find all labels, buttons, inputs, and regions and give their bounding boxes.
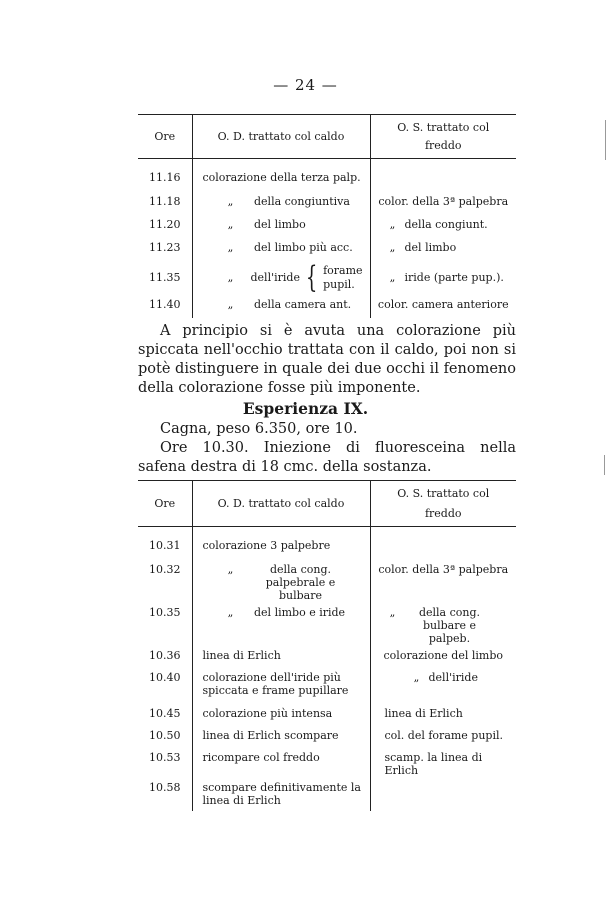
- left-eye-cell: scamp. la linea di Erlich: [370, 747, 516, 777]
- left-eye-cell: color. della 3ª palpebra: [370, 559, 516, 602]
- table-header-row: [138, 481, 516, 527]
- table-row: [138, 667, 516, 703]
- left-eye-cell: col. del forame pupil.: [370, 725, 516, 747]
- time-cell: 10.40: [149, 670, 181, 684]
- header-right-eye: O. D. trattato col caldo: [192, 481, 370, 527]
- header-time: Ore: [154, 130, 176, 143]
- left-eye-cell: „ della congiunt.: [370, 212, 516, 235]
- time-cell: 10.35: [149, 605, 181, 619]
- time-cell: 10.53: [149, 750, 181, 764]
- table-row: [138, 777, 516, 811]
- time-cell: 11.35: [149, 271, 181, 284]
- right-eye-cell: linea di Erlich: [192, 645, 370, 667]
- page-edge-mark: [604, 455, 605, 475]
- left-eye-cell: „ della cong. bulbare e palpeb.: [370, 602, 516, 645]
- left-eye-cell: color. della 3ª palpebra: [370, 189, 516, 212]
- right-eye-cell: scompare definitivamente la linea di Erlich: [192, 777, 370, 811]
- observation-table-2: [138, 480, 516, 811]
- header-time: Ore: [154, 497, 176, 510]
- right-eye-cell: „ del limbo più acc.: [192, 235, 370, 258]
- left-eye-cell: colorazione del limbo: [370, 645, 516, 667]
- right-eye-cell: colorazione più intensa: [192, 703, 370, 725]
- right-eye-cell: „ del limbo e iride: [192, 602, 370, 645]
- right-eye-cell: „ della congiuntiva: [192, 189, 370, 212]
- header-left-eye: O. S. trattato col freddo: [370, 115, 516, 159]
- right-eye-cell: „ della cong. palpebrale e bulbare: [192, 559, 370, 602]
- brace-icon: {: [305, 259, 318, 295]
- table-row: [138, 258, 516, 298]
- right-eye-cell: colorazione dell'iride più spiccata e frame pupillare: [192, 667, 370, 703]
- right-eye-cell: linea di Erlich scompare: [192, 725, 370, 747]
- time-cell: 10.32: [149, 562, 181, 576]
- brace-item: forame: [323, 263, 363, 277]
- specimen-line: Cagna, peso 6.350, ore 10.: [160, 421, 358, 437]
- table-row: [138, 602, 516, 645]
- page-edge-mark: [605, 120, 606, 160]
- table-row: [138, 703, 516, 725]
- time-cell: 10.36: [149, 648, 181, 662]
- time-cell: 10.50: [149, 728, 181, 742]
- table-row: [138, 747, 516, 777]
- table-row: [138, 645, 516, 667]
- table-row: [138, 189, 516, 212]
- left-eye-cell: „ del limbo: [370, 235, 516, 258]
- time-cell: 11.20: [149, 217, 181, 231]
- table-header-row: [138, 115, 516, 159]
- left-eye-cell: „ iride (parte pup.).: [370, 258, 516, 298]
- right-eye-cell: colorazione della terza palp.: [192, 159, 370, 189]
- injection-line: Ore 10.30. Iniezione di fluoresceina nella safena destra di 18 cmc. della sostanza.: [138, 440, 516, 475]
- left-eye-cell: „ dell'iride: [370, 667, 516, 703]
- left-eye-cell: [370, 527, 516, 559]
- table-row: [138, 559, 516, 602]
- time-cell: 11.23: [149, 240, 181, 254]
- observation-table-1: [138, 114, 516, 318]
- header-right-eye: O. D. trattato col caldo: [192, 115, 370, 159]
- brace-item: pupil.: [323, 277, 355, 291]
- right-eye-cell: colorazione 3 palpebre: [192, 527, 370, 559]
- time-cell: 11.40: [149, 297, 181, 311]
- left-eye-cell: linea di Erlich: [370, 703, 516, 725]
- table-row: [138, 725, 516, 747]
- body-paragraph: A principio si è avuta una colorazione più spiccata nell'occhio trattata con il caldo, poi non si potè distinguere in quale dei due occhi il fenomeno della colorazione fosse più imponente.: [138, 323, 516, 396]
- left-eye-cell: color. camera anteriore: [370, 298, 516, 318]
- right-eye-cell: „ della camera ant.: [192, 298, 370, 318]
- time-cell: 10.31: [149, 539, 181, 552]
- time-cell: 11.16: [149, 171, 181, 184]
- table-row: [138, 298, 516, 318]
- right-eye-cell: ricompare col freddo: [192, 747, 370, 777]
- right-eye-cell: „ dell'iride { forame pupil.: [192, 258, 370, 298]
- left-eye-cell: [370, 159, 516, 189]
- table-row: [138, 235, 516, 258]
- time-cell: 10.58: [149, 780, 181, 794]
- time-cell: 11.18: [149, 194, 181, 208]
- header-left-eye: O. S. trattato col freddo: [370, 481, 516, 527]
- page-number: — 24 —: [273, 76, 338, 94]
- left-eye-cell: [370, 777, 516, 811]
- table-row: [138, 159, 516, 189]
- table-row: [138, 212, 516, 235]
- right-eye-cell: „ del limbo: [192, 212, 370, 235]
- table-row: [138, 527, 516, 559]
- time-cell: 10.45: [149, 706, 181, 720]
- section-heading: Esperienza IX.: [242, 399, 369, 418]
